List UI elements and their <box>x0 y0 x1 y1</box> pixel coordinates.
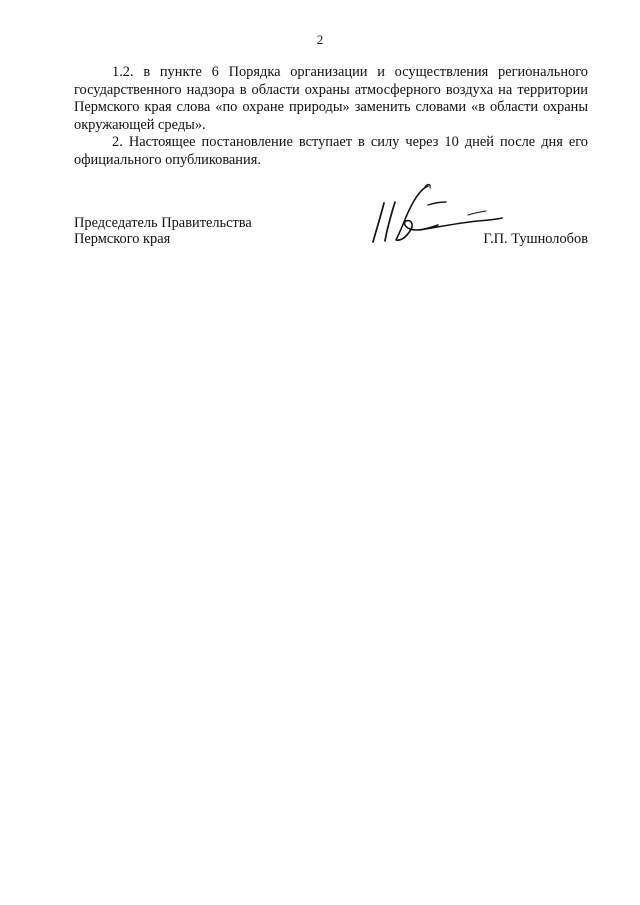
signatory-title <box>74 215 334 247</box>
signatory-name: Г.П. Тушнолобов <box>483 231 588 247</box>
signatory-title-line-1: Председатель Правительства <box>74 215 252 231</box>
paragraph-2: 2. Настоящее постановление вступает в силу через 10 дней после дня его официального опубликования. <box>74 134 588 168</box>
document-body <box>74 64 588 170</box>
paragraph-1-2: 1.2. в пункте 6 Порядка организации и осуществления регионального государственного надзора в области охраны атмосферного воздуха на территории Пермского края слова «по охране природы» заменить словами «в области охраны окружающей среды». <box>74 64 588 133</box>
signature-block <box>74 215 588 255</box>
signatory-title-line-2: Пермского края <box>74 231 171 247</box>
page-number: 2 <box>316 32 324 47</box>
